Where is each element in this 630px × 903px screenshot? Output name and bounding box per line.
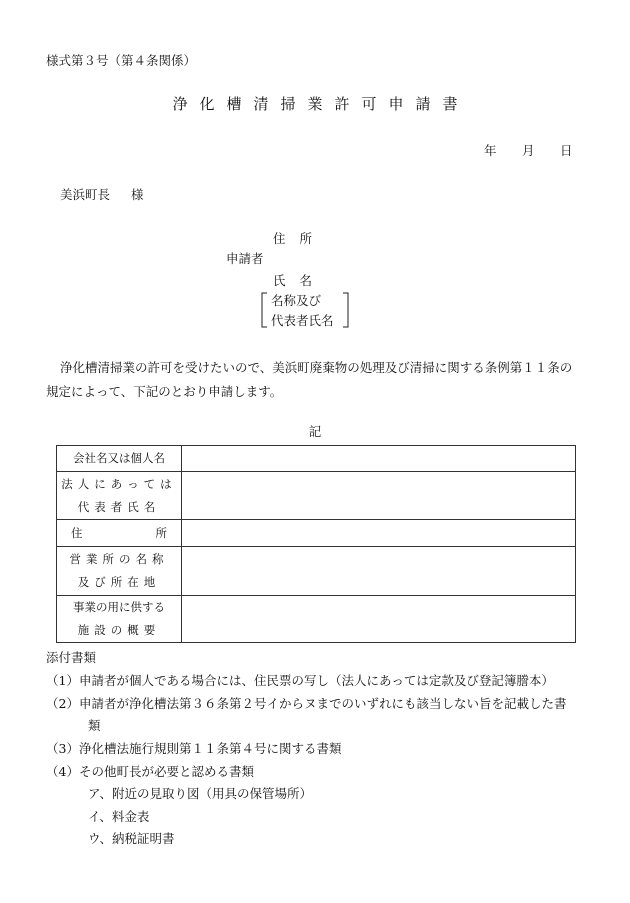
attachments-heading: 添付書類 bbox=[46, 650, 97, 665]
document-title: 浄化槽清掃業許可申請書 bbox=[172, 95, 470, 113]
applicant-label: 申請者 bbox=[226, 251, 264, 266]
representative-field[interactable] bbox=[182, 472, 576, 520]
representative-bracket bbox=[259, 291, 351, 329]
table-row bbox=[57, 547, 576, 596]
table-row bbox=[57, 446, 576, 472]
applicant-name-label: 氏名 bbox=[273, 273, 327, 288]
attachment-item: （4）その他町長が必要と認める書類 bbox=[46, 764, 254, 779]
representative-label: 法人にあっては 代表者氏名 bbox=[57, 472, 182, 520]
address-label: 住 所 bbox=[57, 520, 182, 547]
ki-heading: 記 bbox=[308, 424, 322, 439]
addressee-name: 美浜町長 bbox=[60, 187, 111, 202]
attachment-item: （2）申請者が浄化槽法第３６条第２号イからヌまでのいずれにも該当しない旨を記載した書 bbox=[46, 696, 567, 711]
date-year: 年 bbox=[484, 143, 497, 158]
attachment-item-continuation: 類 bbox=[88, 718, 101, 733]
table-row bbox=[57, 596, 576, 643]
attachment-sub-item: ウ、納税証明書 bbox=[88, 831, 175, 846]
table-row bbox=[57, 520, 576, 547]
application-body-text: 浄化槽清掃業の許可を受けたいので、美浜町廃棄物の処理及び清掃に関する条例第１１条の規定によって、下記のとおり申請します。 bbox=[46, 360, 573, 399]
applicant-address-label: 住所 bbox=[273, 231, 327, 246]
attachment-item: （1）申請者が個人である場合には、住民票の写し（法人にあっては定款及び登記簿謄本） bbox=[46, 673, 554, 688]
attachment-sub-item: ア、附近の見取り図（用具の保管場所） bbox=[88, 786, 313, 801]
attachment-item: （3）浄化槽法施行規則第１１条第４号に関する書類 bbox=[46, 741, 342, 756]
table-row bbox=[57, 472, 576, 520]
facility-label: 事業の用に供する 施設の概要 bbox=[57, 596, 182, 643]
date-month: 月 bbox=[522, 143, 535, 158]
representative-name-label: 代表者氏名 bbox=[271, 313, 334, 328]
addressee-honorific: 様 bbox=[131, 187, 144, 202]
company-name-label: 会社名又は個人名 bbox=[57, 446, 182, 472]
facility-field[interactable] bbox=[182, 596, 576, 643]
date-day: 日 bbox=[560, 143, 573, 158]
application-table bbox=[56, 445, 576, 643]
name-and-label: 名称及び bbox=[271, 293, 322, 308]
office-label: 営業所の名称 及び所在地 bbox=[57, 547, 182, 596]
office-field[interactable] bbox=[182, 547, 576, 596]
address-field[interactable] bbox=[182, 520, 576, 547]
attachment-sub-item: イ、料金表 bbox=[88, 809, 150, 824]
company-name-field[interactable] bbox=[182, 446, 576, 472]
form-number-label: 様式第３号（第４条関係） bbox=[46, 53, 197, 68]
